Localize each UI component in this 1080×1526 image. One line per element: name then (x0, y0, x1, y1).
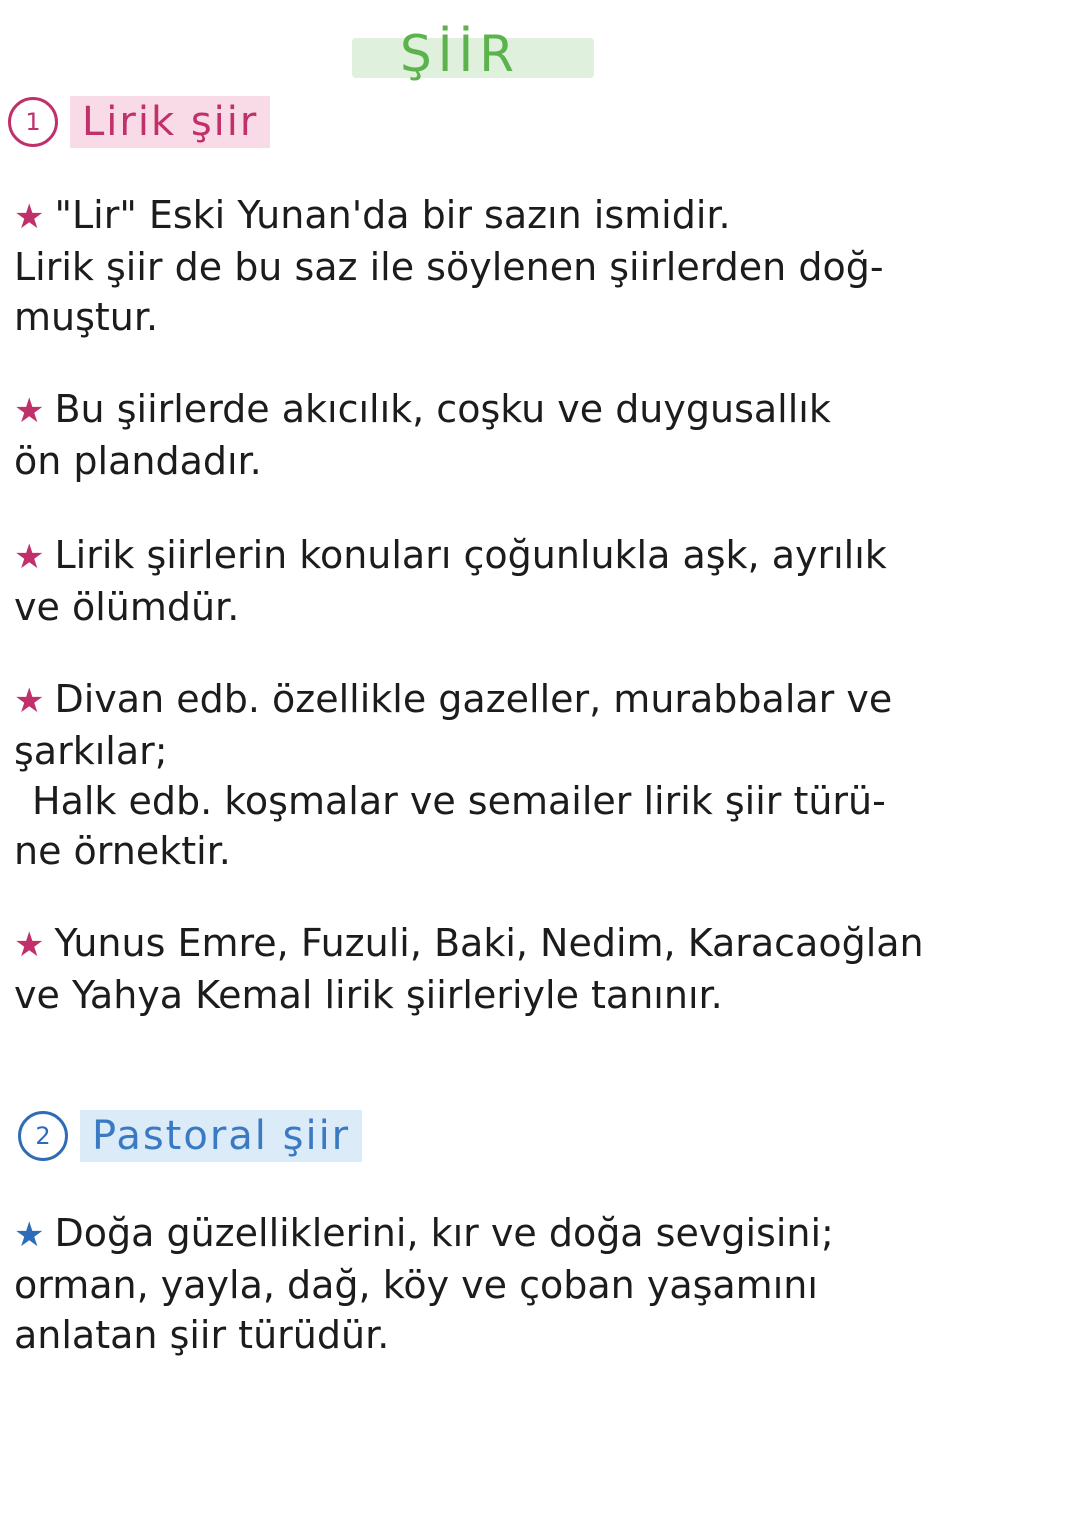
text-line: Yunus Emre, Fuzuli, Baki, Nedim, Karacaoğlan (54, 921, 924, 965)
star-icon: ★ (14, 1215, 45, 1255)
section-number-badge: 2 (18, 1111, 68, 1161)
text-line: Divan edb. özellikle gazeller, murabbalar ve (54, 677, 893, 721)
paragraph-examples (14, 674, 1064, 876)
section-title: Pastoral şiir (80, 1110, 362, 1162)
star-icon: ★ (14, 681, 45, 721)
text-line: Lirik şiirlerin konuları çoğunlukla aşk, ayrılık (54, 533, 887, 577)
paragraph-topics (14, 530, 1064, 632)
star-icon: ★ (14, 197, 45, 237)
section-heading-lirik (8, 94, 270, 150)
text-line: ve Yahya Kemal lirik şiirleriyle tanınır. (14, 973, 723, 1017)
star-icon: ★ (14, 537, 45, 577)
text-line: Doğa güzelliklerini, kır ve doğa sevgisini; (54, 1211, 834, 1255)
text-line: şarkılar; (14, 729, 168, 773)
section-heading-pastoral (18, 1108, 362, 1164)
text-line: Lirik şiir de bu saz ile söylenen şiirlerden doğ- (14, 245, 884, 289)
paragraph-pastoral-definition (14, 1208, 1064, 1360)
paragraph-lir-origin (14, 190, 1064, 342)
text-line: "Lir" Eski Yunan'da bir sazın ismidir. (54, 193, 731, 237)
page-title: ŞİİR (400, 25, 520, 83)
text-line: Bu şiirlerde akıcılık, coşku ve duygusallık (54, 387, 831, 431)
text-line: ne örnektir. (14, 829, 231, 873)
text-line: Halk edb. koşmalar ve semailer lirik şiir türü- (32, 779, 886, 823)
star-icon: ★ (14, 391, 45, 431)
paragraph-features (14, 384, 1064, 486)
text-line: anlatan şiir türüdür. (14, 1313, 390, 1357)
section-title: Lirik şiir (70, 96, 270, 148)
text-line: ve ölümdür. (14, 585, 240, 629)
text-line: orman, yayla, dağ, köy ve çoban yaşamını (14, 1263, 818, 1307)
paragraph-poets (14, 918, 1064, 1020)
section-number-badge: 1 (8, 97, 58, 147)
text-line: muştur. (14, 295, 159, 339)
text-line: ön plandadır. (14, 439, 262, 483)
star-icon: ★ (14, 925, 45, 965)
